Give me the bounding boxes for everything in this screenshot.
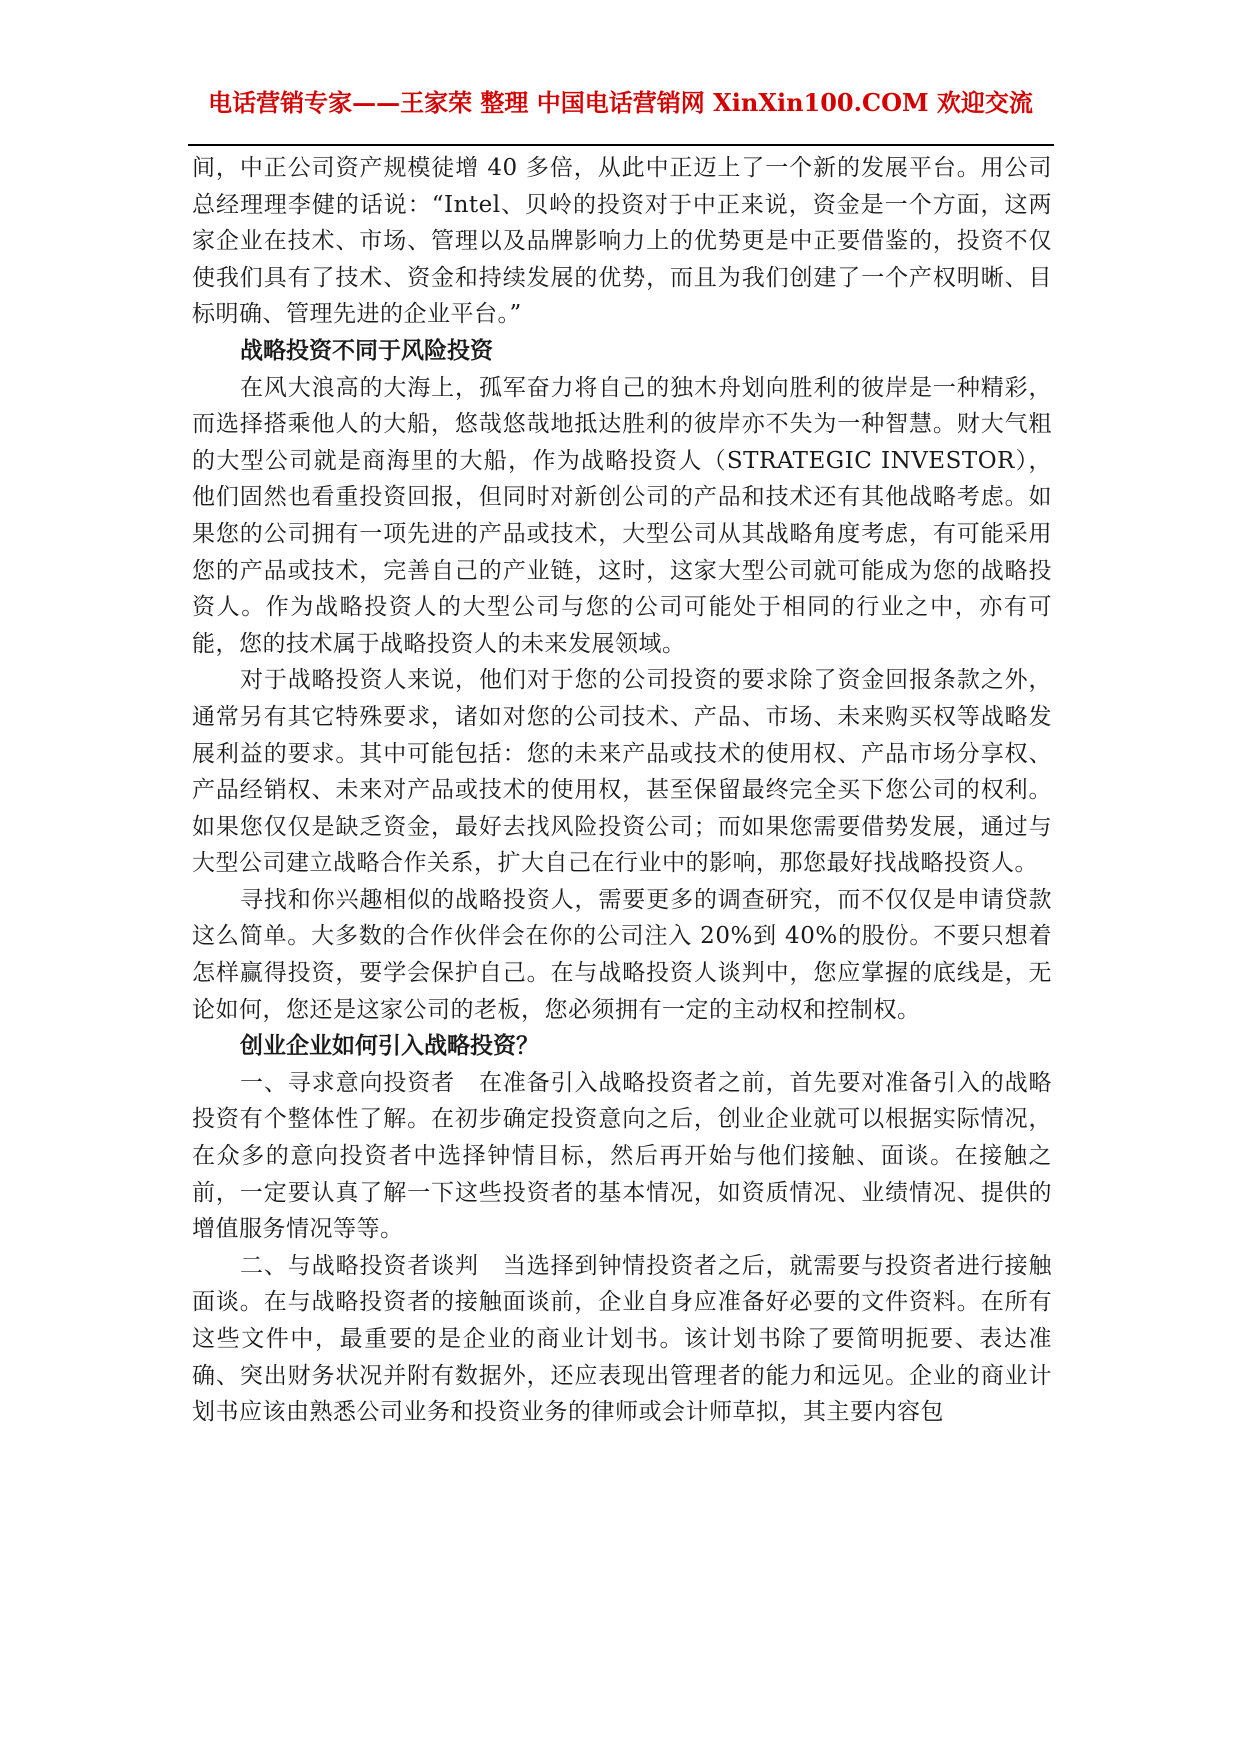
body-paragraph-6: 二、与战略投资者谈判 当选择到钟情投资者之后，就需要与投资者进行接触面谈。在与战略投资者的接触面谈前，企业自身应准备好必要的文件资料。在所有这些文件中，最重要的是企业的商业计划书。该计划书除了要简明扼要、表达准确、突出财务状况并附有数据外，还应表现出管理者的能力和远见。企业的商业计划书应该由熟悉公司业务和投资业务的律师或会计师草拟，其主要内容包: [192, 1252, 1052, 1426]
body-paragraph-3: 对于战略投资人来说，他们对于您的公司投资的要求除了资金回报条款之外，通常另有其它特殊要求，诸如对您的公司技术、产品、市场、未来购买权等战略发展利益的要求。其中可能包括：您的未来产品或技术的使用权、产品市场分享权、产品经销权、未来对产品或技术的使用权，甚至保留最终完全买下您公司的权利。如果您仅仅是缺乏资金，最好去找风险投资公司；而如果您需要借势发展，通过与大型公司建立战略合作关系，扩大自己在行业中的影响，那您最好找战略投资人。: [192, 667, 1052, 877]
body-paragraph-1: 间，中正公司资产规模徒增 40 多倍，从此中正迈上了一个新的发展平台。用公司总经理理李健的话说：“Intel、贝岭的投资对于中正来说，资金是一个方面，这两家企业在技术、市场、管理以及品牌影响力上的优势更是中正要借鉴的，投资不仅使我们具有了技术、资金和持续发展的优势，而且为我们创建了一个产权明晰、目标明确、管理先进的企业平台。”: [192, 155, 1052, 328]
body-paragraph-4: 寻找和你兴趣相似的战略投资人，需要更多的调查研究，而不仅仅是申请贷款这么简单。大多数的合作伙伴会在你的公司注入 20%到 40%的股份。不要只想着怎样赢得投资，要学会保护自己。在与战略投资人谈判中，您应掌握的底线是，无论如何，您还是这家公司的老板，您必须拥有一定的主动权和控制权。: [192, 886, 1052, 1023]
body-paragraph-2: 在风大浪高的大海上，孤军奋力将自己的独木舟划向胜利的彼岸是一种精彩，而选择搭乘他人的大船，悠哉悠哉地抵达胜利的彼岸亦不失为一种智慧。财大气粗的大型公司就是商海里的大船，作为战略投资人（STRATEGIC INVESTOR），他们固然也看重投资回报，但同时对新创公司的产品和技术还有其他战略考虑。如果您的公司拥有一项先进的产品或技术，大型公司从其战略角度考虑，有可能采用您的产品或技术，完善自己的产业链，这时，这家大型公司就可能成为您的战略投资人。作为战略投资人的大型公司与您的公司可能处于相同的行业之中，亦有可能，您的技术属于战略投资人的未来发展领域。: [192, 374, 1052, 657]
header-divider: [188, 144, 1054, 146]
document-body: [192, 150, 1052, 1431]
section-heading-how-to-introduce: 创业企业如何引入战略投资？: [240, 1032, 539, 1060]
body-paragraph-5: 一、寻求意向投资者 在准备引入战略投资者之前，首先要对准备引入的战略投资有个整体性了解。在初步确定投资意向之后，创业企业就可以根据实际情况，在众多的意向投资者中选择钟情目标，然后再开始与他们接触、面谈。在接触之前，一定要认真了解一下这些投资者的基本情况，如资质情况、业绩情况、提供的增值服务情况等等。: [192, 1069, 1052, 1243]
section-heading-strategic-vs-venture: 战略投资不同于风险投资: [240, 336, 493, 364]
page-header: 电话营销专家——王家荣 整理 中国电话营销网 XinXin100.COM 欢迎交流: [208, 88, 1033, 117]
